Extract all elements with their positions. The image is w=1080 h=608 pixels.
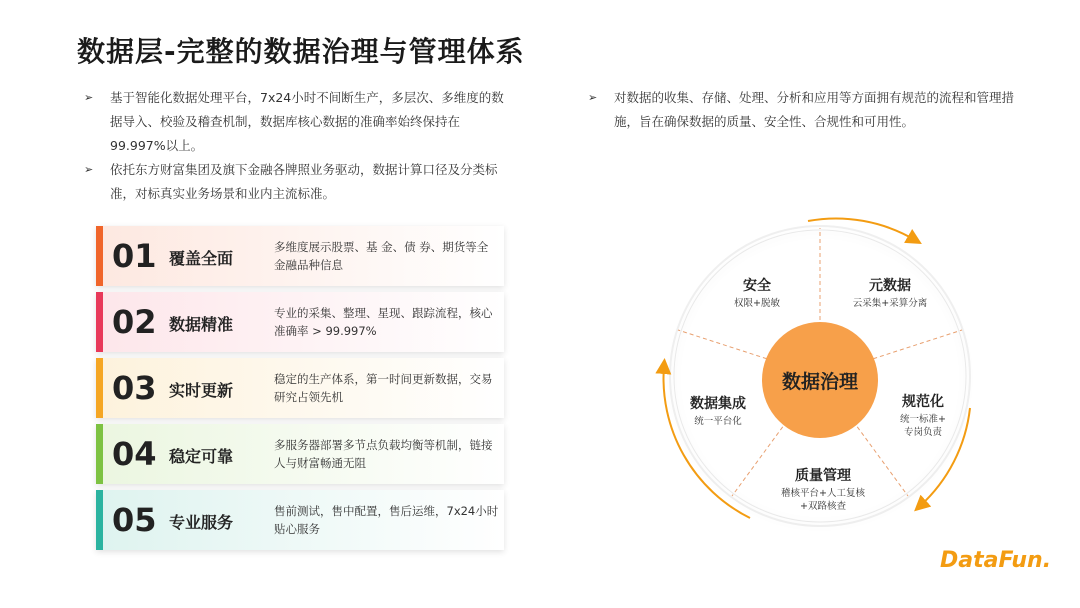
segment-title-security: 安全 xyxy=(743,278,771,294)
segment-sub-quality: 稽核平台+人工复核 xyxy=(781,488,865,499)
card-number: 04 xyxy=(112,435,157,473)
bullet-text: 对数据的收集、存储、处理、分析和应用等方面拥有规范的流程和管理措施，旨在确保数据的质量、安全性、合规性和可用性。 xyxy=(614,90,1015,129)
bullet-item xyxy=(84,158,514,206)
arrow-bullet-icon: ➢ xyxy=(588,91,598,104)
segment-sub-security: 权限+脱敏 xyxy=(734,298,780,309)
card-number: 05 xyxy=(112,501,157,539)
card-color-stripe xyxy=(96,424,103,484)
segment-sub2-quality: +双路核查 xyxy=(800,501,846,512)
bullet-item xyxy=(588,86,1018,134)
card-color-stripe xyxy=(96,292,103,352)
card-title: 覆盖全面 xyxy=(169,249,234,268)
segment-sub-standardization: 统一标准+ xyxy=(900,414,946,425)
datafun-logo: DataFun. xyxy=(940,548,1052,573)
segment-title-standardization: 规范化 xyxy=(902,394,944,410)
center-label: 数据治理 xyxy=(781,371,859,393)
card-title: 稳定可靠 xyxy=(169,447,234,466)
card-color-stripe xyxy=(96,226,103,286)
segment-title-quality: 质量管理 xyxy=(795,468,851,484)
data-governance-wheel xyxy=(640,188,1000,533)
card-title: 数据精准 xyxy=(169,315,234,334)
card-description: 售前测试，售中配置，售后运维，7x24小时贴心服务 xyxy=(274,504,499,536)
card-title: 实时更新 xyxy=(169,381,234,400)
right-bullet-list xyxy=(588,86,1018,134)
feature-card-05 xyxy=(96,490,504,550)
feature-card-04 xyxy=(96,424,504,484)
card-number: 01 xyxy=(112,237,157,275)
card-description: 多维度展示股票、基 金、债 券、期货等全金融品种信息 xyxy=(274,240,489,272)
bullet-text: 依托东方财富集团及旗下金融各牌照业务驱动，数据计算口径及分类标准，对标真实业务场景和业内主流标准。 xyxy=(110,162,498,201)
segment-title-integration: 数据集成 xyxy=(690,396,746,412)
segment-sub-integration: 统一平台化 xyxy=(694,416,742,427)
arrow-bullet-icon: ➢ xyxy=(84,91,94,104)
arrow-bullet-icon: ➢ xyxy=(84,163,94,176)
feature-card-list xyxy=(96,226,504,556)
segment-sub-metadata: 云采集+采算分离 xyxy=(852,298,928,309)
card-color-stripe xyxy=(96,490,103,550)
card-description: 多服务器部署多节点负载均衡等机制，链接人与财富畅通无阻 xyxy=(274,438,493,470)
card-description: 专业的采集、整理、星现、跟踪流程，核心准确率 > 99.997% xyxy=(274,306,493,338)
card-description: 稳定的生产体系，第一时间更新数据，交易研究占领先机 xyxy=(274,372,493,404)
card-number: 03 xyxy=(112,369,157,407)
left-bullet-list xyxy=(84,86,514,206)
feature-card-01 xyxy=(96,226,504,286)
page-title: 数据层-完整的数据治理与管理体系 xyxy=(77,35,525,68)
segment-title-metadata: 元数据 xyxy=(869,278,911,294)
card-number: 02 xyxy=(112,303,157,341)
bullet-item xyxy=(84,86,514,158)
feature-card-02 xyxy=(96,292,504,352)
segment-sub2-standardization: 专岗负责 xyxy=(903,427,943,438)
feature-card-03 xyxy=(96,358,504,418)
card-title: 专业服务 xyxy=(169,513,234,532)
bullet-text: 基于智能化数据处理平台，7x24小时不间断生产，多层次、多维度的数据导入、校验及稽查机制，数据库核心数据的准确率始终保持在99.997%以上。 xyxy=(110,90,504,153)
card-color-stripe xyxy=(96,358,103,418)
